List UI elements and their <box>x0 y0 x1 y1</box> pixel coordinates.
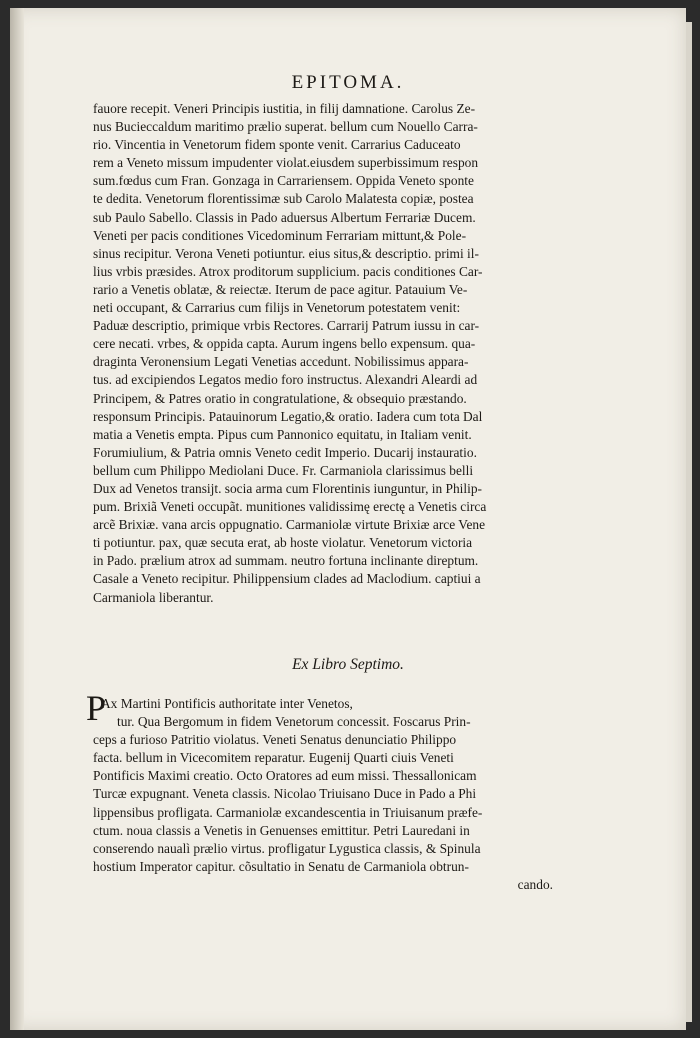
text-line: Ax Martini Pontificis authoritate inter Venetos, <box>101 696 353 711</box>
text-line: rio. Vincentia in Venetorum fidem sponte venit. Carrarius Caduceato <box>93 137 461 153</box>
text-line: nus Bucieccaldum maritimo prælio superat. bellum cum Nouello Carra- <box>93 119 478 135</box>
text-line: Veneti per pacis conditiones Vicedominum Ferrariam mittunt,& Pole- <box>93 227 467 243</box>
text-line: facta. bellum in Vicecomitem reparatur. Eugenij Quarti ciuis Veneti <box>93 750 454 766</box>
text-line: Paduæ descriptio, primique vrbis Rectores. Carrarij Patrum iussu in car- <box>93 318 480 334</box>
page-gutter <box>10 8 24 1030</box>
text-line: rem a Veneto missum impudenter violat.eiusdem superbissimum respon <box>93 155 479 171</box>
section-heading: Ex Libro Septimo. <box>292 656 404 673</box>
text-line: lius vrbis præsides. Atrox proditorum supplicium. pacis conditiones Car- <box>93 263 483 279</box>
running-header: EPITOMA. <box>291 72 405 93</box>
text-line: Carmaniola liberantur. <box>93 589 214 605</box>
text-line: bellum cum Philippo Mediolani Duce. Fr. Carmaniola clarissimus belli <box>93 462 474 478</box>
drop-capital: P <box>86 688 107 728</box>
text-line: Pontificis Maximi creatio. Octo Oratores ad eum missi. Thessallonicam <box>93 768 477 784</box>
text-line: rario a Venetis oblatæ, & reiectæ. Iterum de pace agitur. Patauium Ve- <box>93 281 468 297</box>
text-line: sinus recipitur. Verona Veneti potiuntur. eius situs,& descriptio. primi il- <box>93 245 479 261</box>
summary-block-book-six <box>93 100 553 607</box>
text-line: sum.fœdus cum Fran. Gonzaga in Carrariensem. Oppida Veneto sponte <box>93 173 474 189</box>
page-edge <box>686 22 692 1022</box>
text-line: tus. ad excipiendos Legatos medio foro instructus. Alexandri Aleardi ad <box>93 372 478 388</box>
text-line: sub Paulo Sabello. Classis in Pado aduersus Albertum Ferrariæ Ducem. <box>93 209 476 225</box>
text-line: draginta Veronensium Legati Venetias accedunt. Nobilissimus appara- <box>93 354 469 370</box>
text-line: hostium Imperator capitur. cõsultatio in Senatu de Carmaniola obtrun- <box>93 858 469 874</box>
text-line: conserendo naualì prælio virtus. profligatur Lygustica classis, & Spinula <box>93 840 481 856</box>
text-line: lippensibus profligata. Carmaniolæ excandescentia in Triuisanum præfe- <box>93 804 483 820</box>
text-line: neti occupant, & Carrarius cum filijs in Venetorum potestatem venit: <box>93 300 461 316</box>
text-line: responsum Principis. Patauinorum Legatio,& oratio. Iadera cum tota Dal <box>93 408 483 424</box>
text-line: Principem, & Patres oratio in congratulatione, & obsequio præstando. <box>93 390 467 406</box>
book-page <box>10 8 686 1030</box>
text-line: pum. Brixiã Veneti occupãt. munitiones validissimę erectę a Venetis circa <box>93 499 487 515</box>
text-line: ceps a furioso Patritio violatus. Veneti Senatus denunciatio Philippo <box>93 732 457 748</box>
text-line: arcẽ Brixiæ. vana arcis oppugnatio. Carmaniolæ virtute Brixiæ arce Vene <box>93 517 486 533</box>
text-line: Forumiulium, & Patria omnis Veneto cedit Imperio. Ducarij instauratio. <box>93 444 477 460</box>
text-line: ctum. noua classis a Venetis in Genuenses emittitur. Petri Lauredani in <box>93 822 470 838</box>
text-line: Turcæ expugnant. Veneta classis. Nicolao Triuisano Duce in Pado a Phi <box>93 786 477 802</box>
text-line: fauore recepit. Veneri Principis iustitia, in filij damnatione. Carolus Ze- <box>93 101 476 116</box>
text-line: cere necati. vrbes, & oppida capta. Aurum ingens bello expensum. qua- <box>93 336 476 352</box>
text-line: te dedita. Venetorum florentissimæ sub Carolo Malatesta copiæ, postea <box>93 191 474 207</box>
text-line: Dux ad Venetos transijt. socia arma cum Florentinis iunguntur, in Philip- <box>93 480 482 496</box>
text-line: Casale a Veneto recipitur. Philippensium clades ad Maclodium. captiui a <box>93 571 481 587</box>
summary-block-book-seven <box>93 695 553 894</box>
text-line: tur. Qua Bergomum in fidem Venetorum concessit. Foscarus Prin- <box>117 714 471 730</box>
text-line: ti potiuntur. pax, quæ secuta erat, ab hoste violatur. Venetorum victoria <box>93 535 473 551</box>
text-line: matia a Venetis empta. Pipus cum Pannonico equitatu, in Italiam venit. <box>93 426 472 442</box>
text-line-final: cando. <box>517 876 553 892</box>
text-line: in Pado. prælium atrox ad summam. neutro fortuna inclinante direptum. <box>93 553 479 569</box>
